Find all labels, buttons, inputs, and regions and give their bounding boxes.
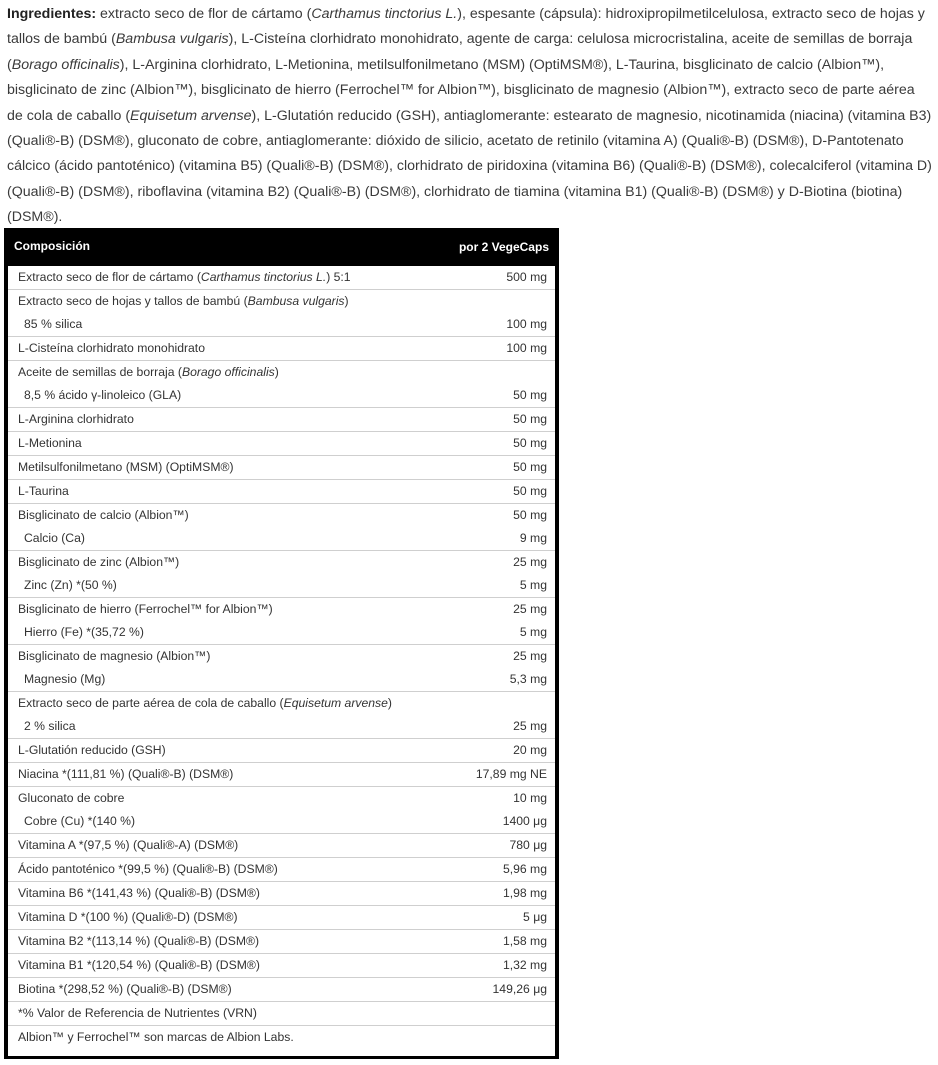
row-label — [18, 480, 419, 503]
label-text: Zinc (Zn) *(50 %) — [24, 578, 117, 592]
row-value: 5,96 mg — [502, 862, 547, 876]
header-composition: Composición — [14, 239, 91, 253]
row-value: 1,98 mg — [502, 886, 547, 900]
row-label — [18, 834, 419, 857]
row-value-cell — [427, 290, 555, 337]
table-row — [8, 551, 555, 598]
table-row — [8, 954, 555, 978]
row-value-cell — [427, 337, 555, 361]
row-label — [18, 290, 419, 313]
row-value-cell — [427, 906, 555, 930]
ingredient-species-name: Bambusa vulgaris — [115, 31, 229, 48]
row-label — [18, 598, 419, 621]
ingredient-species-name: Borago officinalis — [11, 56, 120, 73]
label-text: ) 5:1 — [326, 270, 351, 284]
table-row — [8, 978, 555, 1002]
table-row — [8, 692, 555, 739]
label-text: ) — [387, 696, 392, 710]
row-name-cell — [8, 739, 427, 763]
row-value: 9 mg — [519, 531, 547, 545]
row-name-cell — [8, 480, 427, 504]
table-row — [8, 480, 555, 504]
table-row — [8, 834, 555, 858]
label-text: Vitamina D *(100 %) (Quali®-D) (DSM®) — [18, 910, 238, 924]
label-text: 85 % silica — [24, 317, 83, 331]
row-value-cell — [427, 456, 555, 480]
label-text: Bisglicinato de magnesio (Albion™) — [18, 649, 211, 663]
label-text: ) — [274, 365, 279, 379]
row-label — [18, 266, 419, 289]
row-name-cell — [8, 408, 427, 432]
table-body — [8, 266, 555, 1056]
row-name-cell — [8, 290, 427, 337]
table-row — [8, 504, 555, 551]
label-text: Extracto seco de parte aérea de cola de caballo ( — [18, 696, 284, 710]
row-value-cell — [427, 954, 555, 978]
row-label — [18, 1002, 419, 1025]
row-name-cell — [8, 692, 427, 739]
row-label — [18, 906, 419, 929]
table-row — [8, 290, 555, 337]
row-value: 50 mg — [513, 508, 547, 522]
row-value-cell — [427, 739, 555, 763]
ingredient-species-name: Carthamus tinctorius L. — [311, 6, 458, 22]
row-value: 1400 μg — [502, 814, 547, 828]
row-name-cell — [8, 954, 427, 978]
row-value: 50 mg — [513, 460, 547, 474]
row-value: 50 mg — [513, 484, 547, 498]
row-label — [18, 432, 419, 455]
row-name-cell — [8, 337, 427, 361]
row-sub-label — [18, 527, 419, 550]
label-text: Niacina *(111,81 %) (Quali®-B) (DSM®) — [18, 767, 234, 781]
table-row — [8, 456, 555, 480]
ingredient-text-segment: extracto seco de flor de cártamo ( — [96, 6, 312, 22]
row-label — [18, 551, 419, 574]
row-sub-label — [18, 715, 419, 738]
row-value-cell — [427, 1002, 555, 1026]
table-row — [8, 432, 555, 456]
row-value: 50 mg — [513, 388, 547, 402]
row-sub-label — [18, 668, 419, 691]
row-label — [18, 858, 419, 881]
composition-rows — [8, 266, 555, 1049]
row-label — [18, 978, 419, 1001]
row-label — [18, 337, 419, 360]
row-value: 1,58 mg — [502, 934, 547, 948]
row-name-cell — [8, 787, 427, 834]
label-text: *% Valor de Referencia de Nutrientes (VRN) — [18, 1006, 257, 1020]
row-value: 5 mg — [519, 578, 547, 592]
label-text: Extracto seco de flor de cártamo ( — [18, 270, 201, 284]
row-sub-label — [18, 384, 419, 407]
row-value: 1,32 mg — [502, 958, 547, 972]
ingredient-text-segment: ), espesante (cápsula): hidroxipropilmetilcelulosa, extracto seco de hojas y tallos de bambú ( — [7, 6, 925, 48]
label-text: L-Arginina clorhidrato — [18, 412, 134, 426]
row-label — [18, 504, 419, 527]
row-label — [18, 456, 419, 479]
table-row — [8, 930, 555, 954]
label-text: Bisglicinato de zinc (Albion™) — [18, 555, 180, 569]
species-name: Borago officinalis — [181, 365, 275, 379]
row-value: 50 mg — [513, 436, 547, 450]
row-value: 5,3 mg — [509, 672, 547, 686]
row-name-cell — [8, 266, 427, 290]
row-value-cell — [427, 858, 555, 882]
row-value-cell — [427, 598, 555, 645]
table-row — [8, 598, 555, 645]
row-label — [18, 739, 419, 762]
row-value: 780 μg — [509, 838, 547, 852]
row-name-cell — [8, 906, 427, 930]
label-text: L-Metionina — [18, 436, 82, 450]
row-value-cell — [427, 763, 555, 787]
table-row — [8, 882, 555, 906]
row-sub-label — [18, 574, 419, 597]
row-label — [18, 408, 419, 431]
label-text: 8,5 % ácido γ-linoleico (GLA) — [24, 388, 182, 402]
row-value-cell — [427, 504, 555, 551]
label-text: Vitamina B2 *(113,14 %) (Quali®-B) (DSM®) — [18, 934, 260, 948]
label-text: Vitamina B1 *(120,54 %) (Quali®-B) (DSM®) — [18, 958, 260, 972]
row-value-cell — [427, 266, 555, 290]
row-name-cell — [8, 645, 427, 692]
table-row — [8, 408, 555, 432]
table-row — [8, 337, 555, 361]
row-value: 100 mg — [506, 341, 547, 355]
row-value-cell — [427, 834, 555, 858]
row-value-cell — [427, 978, 555, 1002]
row-value: 25 mg — [513, 602, 547, 616]
table-header — [4, 228, 559, 265]
species-name: Bambusa vulgaris — [247, 294, 345, 308]
row-value-cell — [427, 882, 555, 906]
row-name-cell — [8, 763, 427, 787]
row-sub-label — [18, 810, 419, 833]
row-value: 500 mg — [506, 270, 547, 284]
label-text: Aceite de semillas de borraja ( — [18, 365, 182, 379]
row-name-cell — [8, 930, 427, 954]
label-text: Albion™ y Ferrochel™ son marcas de Albion Labs. — [18, 1030, 294, 1044]
row-value: 25 mg — [513, 719, 547, 733]
row-value: 5 mg — [519, 625, 547, 639]
label-text: Metilsulfonilmetano (MSM) (OptiMSM®) — [18, 460, 234, 474]
row-name-cell — [8, 858, 427, 882]
label-text: Magnesio (Mg) — [24, 672, 106, 686]
label-text: Bisglicinato de hierro (Ferrochel™ for Albion™) — [18, 602, 273, 616]
row-name-cell — [8, 361, 427, 408]
table-row — [8, 1002, 555, 1026]
row-value: 149,26 μg — [492, 982, 547, 996]
row-value-cell — [427, 787, 555, 834]
label-text: Gluconato de cobre — [18, 791, 125, 805]
table-row — [8, 361, 555, 408]
row-value: 17,89 mg NE — [475, 767, 547, 781]
row-name-cell — [8, 882, 427, 906]
row-label — [18, 763, 419, 786]
row-value-cell — [427, 692, 555, 739]
row-value-cell — [427, 361, 555, 408]
ingredient-text-segment: ), L-Glutatión reducido (GSH), antiaglomerante: estearato de magnesio, nicotinamida (niacina) (vitamina B3) (Quali®-B) (DSM®), gluconato de cobre, antiaglomerante: dióxido de silicio, acetato de retinilo (vitamina A) (Quali®-B) (DSM®), D-Pantotenato cálcico (ácido pantoténico) (vitamina B5) (Quali®-B) (DSM®), clorhidrato de piridoxina (vitamina B6) (Quali®-B) (DSM®), colecalciferol (vitamina D) (Quali®-B) (DSM®), riboflavina (vitamina B2) (Quali®-B) (DSM®), clorhidrato de tiamina (vitamina B1) (Quali®-B) (DSM®) y D-Biotina (biotina) (DSM®). — [7, 107, 932, 226]
row-label — [18, 361, 419, 384]
row-value: 25 mg — [513, 649, 547, 663]
species-name: Carthamus tinctorius L. — [200, 270, 327, 284]
composition-table — [4, 228, 559, 1059]
species-name: Equisetum arvense — [283, 696, 388, 710]
label-text: Biotina *(298,52 %) (Quali®-B) (DSM®) — [18, 982, 232, 996]
row-value: 10 mg — [513, 791, 547, 805]
header-per-serving: por 2 VegeCaps — [458, 240, 549, 254]
label-text: 2 % silica — [24, 719, 76, 733]
table-row — [8, 858, 555, 882]
label-text: L-Taurina — [18, 484, 69, 498]
label-text: Ácido pantoténico *(99,5 %) (Quali®-B) (DSM®) — [18, 862, 278, 876]
ingredients-text — [7, 6, 932, 225]
row-label — [18, 645, 419, 668]
row-label — [18, 787, 419, 810]
ingredients-label: Ingredientes: — [7, 6, 97, 22]
table-row — [8, 266, 555, 290]
label-text: Cobre (Cu) *(140 %) — [24, 814, 136, 828]
row-name-cell — [8, 432, 427, 456]
row-value-cell — [427, 480, 555, 504]
row-name-cell — [8, 1026, 427, 1050]
label-text: Vitamina B6 *(141,43 %) (Quali®-B) (DSM®) — [18, 886, 260, 900]
row-value-cell — [427, 408, 555, 432]
label-text: L-Glutatión reducido (GSH) — [18, 743, 166, 757]
row-label — [18, 882, 419, 905]
row-label — [18, 1026, 419, 1049]
row-value: 20 mg — [513, 743, 547, 757]
label-text: Bisglicinato de calcio (Albion™) — [18, 508, 189, 522]
row-value: 50 mg — [513, 412, 547, 426]
row-name-cell — [8, 598, 427, 645]
label-text: ) — [344, 294, 349, 308]
table-row — [8, 787, 555, 834]
row-sub-label — [18, 313, 419, 336]
row-label — [18, 930, 419, 953]
ingredient-text-segment: ), L-Cisteína clorhidrato monohidrato, agente de carga: celulosa microcristalina, aceite de semillas de borraja ( — [7, 31, 913, 73]
row-value: 25 mg — [513, 555, 547, 569]
label-text: Hierro (Fe) *(35,72 %) — [24, 625, 144, 639]
row-value: 5 μg — [523, 910, 547, 924]
row-name-cell — [8, 834, 427, 858]
label-text: Vitamina A *(97,5 %) (Quali®-A) (DSM®) — [18, 838, 239, 852]
ingredients-paragraph — [7, 2, 932, 231]
row-value: 100 mg — [506, 317, 547, 331]
table-row — [8, 906, 555, 930]
row-value-cell — [427, 645, 555, 692]
table-row — [8, 645, 555, 692]
row-label — [18, 954, 419, 977]
row-value-cell — [427, 432, 555, 456]
label-text: Extracto seco de hojas y tallos de bambú ( — [18, 294, 248, 308]
row-label — [18, 692, 419, 715]
ingredient-species-name: Equisetum arvense — [130, 107, 252, 124]
table-row — [8, 1026, 555, 1050]
table-row — [8, 739, 555, 763]
row-name-cell — [8, 456, 427, 480]
table-row — [8, 763, 555, 787]
row-name-cell — [8, 978, 427, 1002]
row-value-cell — [427, 930, 555, 954]
label-text: Calcio (Ca) — [24, 531, 85, 545]
row-sub-label — [18, 621, 419, 644]
row-name-cell — [8, 504, 427, 551]
label-text: L-Cisteína clorhidrato monohidrato — [18, 341, 205, 355]
ingredient-text-segment: ), L-Arginina clorhidrato, L-Metionina, metilsulfonilmetano (MSM) (OptiMSM®), L-Taurina, bisglicinato de calcio (Albion™), bisglicinato de zinc (Albion™), bisglicinato de hierro (Ferrochel™ for Albion™), bisglicinato de magnesio (Albion™), extracto seco de parte aérea de cola de caballo ( — [7, 56, 915, 124]
row-value-cell — [427, 1026, 555, 1050]
row-name-cell — [8, 1002, 427, 1026]
row-value-cell — [427, 551, 555, 598]
row-name-cell — [8, 551, 427, 598]
